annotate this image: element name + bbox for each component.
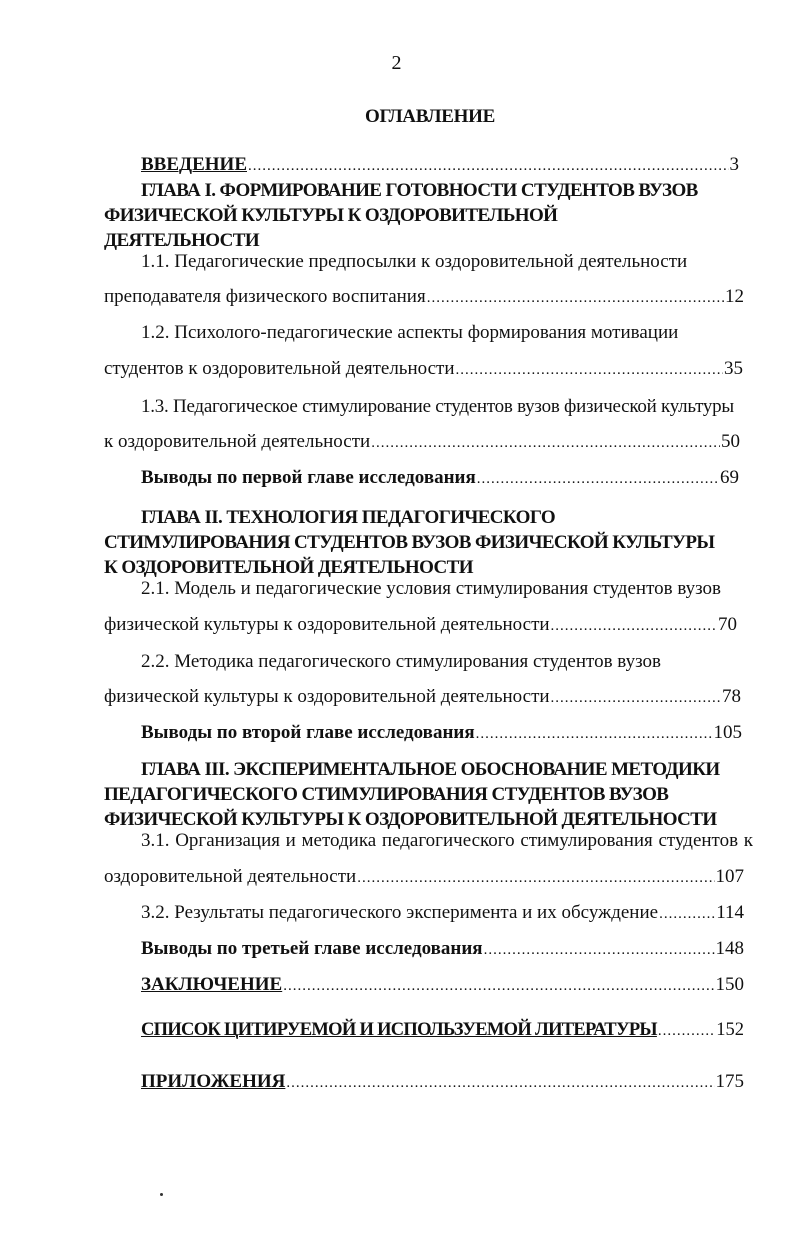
heading-line: ФИЗИЧЕСКОЙ КУЛЬТУРЫ К ОЗДОРОВИТЕЛЬНОЙ: [104, 205, 558, 226]
toc-entry-label: СПИСОК ЦИТИРУЕМОЙ И ИСПОЛЬЗУЕМОЙ ЛИТЕРАТУРЫ: [141, 1020, 657, 1040]
leader-dots: [371, 435, 720, 452]
page-title: ОГЛАВЛЕНИЕ: [365, 106, 495, 127]
toc-entry-label: Выводы по второй главе исследования: [141, 722, 475, 743]
toc-entry-page: 105: [713, 722, 742, 743]
toc-entry-page: 150: [715, 974, 744, 995]
toc-entry-page: 114: [716, 902, 744, 923]
toc-entry-label: к оздоровительной деятельности: [104, 431, 371, 452]
toc-entry-conclusions-3[interactable]: [141, 938, 744, 960]
toc-entry-page: 3: [729, 154, 739, 175]
leader-dots: [476, 726, 713, 743]
toc-section-line: 2.2. Методика педагогического стимулирования студентов вузов: [141, 651, 661, 672]
toc-entry-2-1[interactable]: [104, 614, 737, 636]
toc-section-line: [141, 830, 753, 852]
toc-entry-page: 78: [722, 686, 741, 707]
toc-entry-label: Выводы по первой главе исследования: [141, 467, 476, 488]
toc-entry-3-2[interactable]: [141, 902, 744, 924]
toc-entry-intro[interactable]: [141, 154, 739, 176]
toc-section-line: 1.3. Педагогическое стимулирование студентов вузов физической культуры: [141, 396, 734, 417]
heading-line: К ОЗДОРОВИТЕЛЬНОЙ ДЕЯТЕЛЬНОСТИ: [104, 557, 473, 578]
toc-entry-label: оздоровительной деятельности: [104, 866, 357, 887]
leader-dots: [456, 362, 723, 379]
leader-dots: [427, 290, 724, 307]
chapter-3-heading[interactable]: [104, 757, 720, 832]
toc-entry-1-1[interactable]: [104, 286, 744, 308]
toc-entry-label: ПРИЛОЖЕНИЯ: [141, 1071, 286, 1092]
toc-entry-page: 70: [718, 614, 737, 635]
toc-entry-2-2[interactable]: [104, 686, 741, 708]
leader-dots: [659, 906, 715, 923]
heading-line: СТИМУЛИРОВАНИЯ СТУДЕНТОВ ВУЗОВ ФИЗИЧЕСКОЙ КУЛЬТУРЫ: [104, 532, 715, 553]
toc-entry-conclusions-2[interactable]: [141, 722, 742, 744]
leader-dots: [286, 1075, 714, 1092]
toc-entry-references[interactable]: [141, 1020, 744, 1041]
heading-line: ДЕЯТЕЛЬНОСТИ: [104, 230, 260, 251]
toc-entry-label: ВВЕДЕНИЕ: [141, 154, 247, 175]
toc-entry-label: преподавателя физического воспитания: [104, 286, 426, 307]
toc-entry-conclusion[interactable]: [141, 974, 744, 996]
leader-dots: [484, 942, 715, 959]
toc-entry-label: ЗАКЛЮЧЕНИЕ: [141, 974, 283, 995]
word: к: [743, 830, 753, 851]
toc-entry-label: 3.2. Результаты педагогического эксперимента и их обсуждение: [141, 902, 659, 923]
toc-entry-page: 50: [721, 431, 740, 452]
leader-dots: [357, 870, 714, 887]
toc-entry-page: 148: [715, 938, 744, 959]
word: студентов: [658, 830, 739, 851]
word: и: [285, 830, 296, 851]
leader-dots: [248, 158, 729, 175]
toc-entry-page: 152: [716, 1020, 744, 1040]
toc-entry-page: 107: [715, 866, 744, 887]
toc-entry-label: физической культуры к оздоровительной деятельности: [104, 614, 550, 635]
word: 3.1.: [141, 830, 170, 851]
heading-line: ФИЗИЧЕСКОЙ КУЛЬТУРЫ К ОЗДОРОВИТЕЛЬНОЙ ДЕЯТЕЛЬНОСТИ: [104, 809, 717, 830]
scan-speck: [160, 1193, 163, 1196]
toc-entry-label: физической культуры к оздоровительной деятельности: [104, 686, 550, 707]
leader-dots: [283, 978, 714, 995]
word: стимулирования: [520, 830, 653, 851]
toc-entry-page: 175: [715, 1071, 744, 1092]
word: Организация: [175, 830, 280, 851]
leader-dots: [477, 471, 719, 488]
toc-entry-page: 12: [725, 286, 744, 307]
leader-dots: [658, 1023, 715, 1040]
toc-entry-label: Выводы по третьей главе исследования: [141, 938, 483, 959]
leader-dots: [551, 690, 721, 707]
page-number: 2: [391, 52, 402, 74]
toc-section-line: 1.2. Психолого-педагогические аспекты формирования мотивации: [141, 322, 679, 343]
toc-section-line: 1.1. Педагогические предпосылки к оздоровительной деятельности: [141, 251, 688, 272]
toc-entry-conclusions-1[interactable]: [141, 467, 739, 489]
toc-entry-1-3[interactable]: [104, 431, 740, 453]
toc-section-line: 2.1. Модель и педагогические условия стимулирования студентов вузов: [141, 578, 722, 599]
toc-entry-3-1[interactable]: [104, 866, 744, 888]
toc-entry-page: 69: [720, 467, 739, 488]
leader-dots: [551, 618, 717, 635]
word: педагогического: [381, 830, 515, 851]
heading-line: ПЕДАГОГИЧЕСКОГО СТИМУЛИРОВАНИЯ СТУДЕНТОВ ВУЗОВ: [104, 784, 669, 805]
toc-entry-appendices[interactable]: [141, 1071, 744, 1093]
chapter-2-heading[interactable]: [104, 505, 714, 580]
heading-line: ГЛАВА I. ФОРМИРОВАНИЕ ГОТОВНОСТИ СТУДЕНТОВ ВУЗОВ: [141, 180, 698, 201]
toc-entry-label: студентов к оздоровительной деятельности: [104, 358, 455, 379]
heading-line: ГЛАВА III. ЭКСПЕРИМЕНТАЛЬНОЕ ОБОСНОВАНИЕ МЕТОДИКИ: [141, 759, 720, 780]
word: методика: [301, 830, 377, 851]
toc-entry-1-2[interactable]: [104, 358, 743, 380]
toc-entry-page: 35: [724, 358, 743, 379]
heading-line: ГЛАВА II. ТЕХНОЛОГИЯ ПЕДАГОГИЧЕСКОГО: [141, 507, 556, 528]
chapter-1-heading[interactable]: [104, 178, 698, 253]
